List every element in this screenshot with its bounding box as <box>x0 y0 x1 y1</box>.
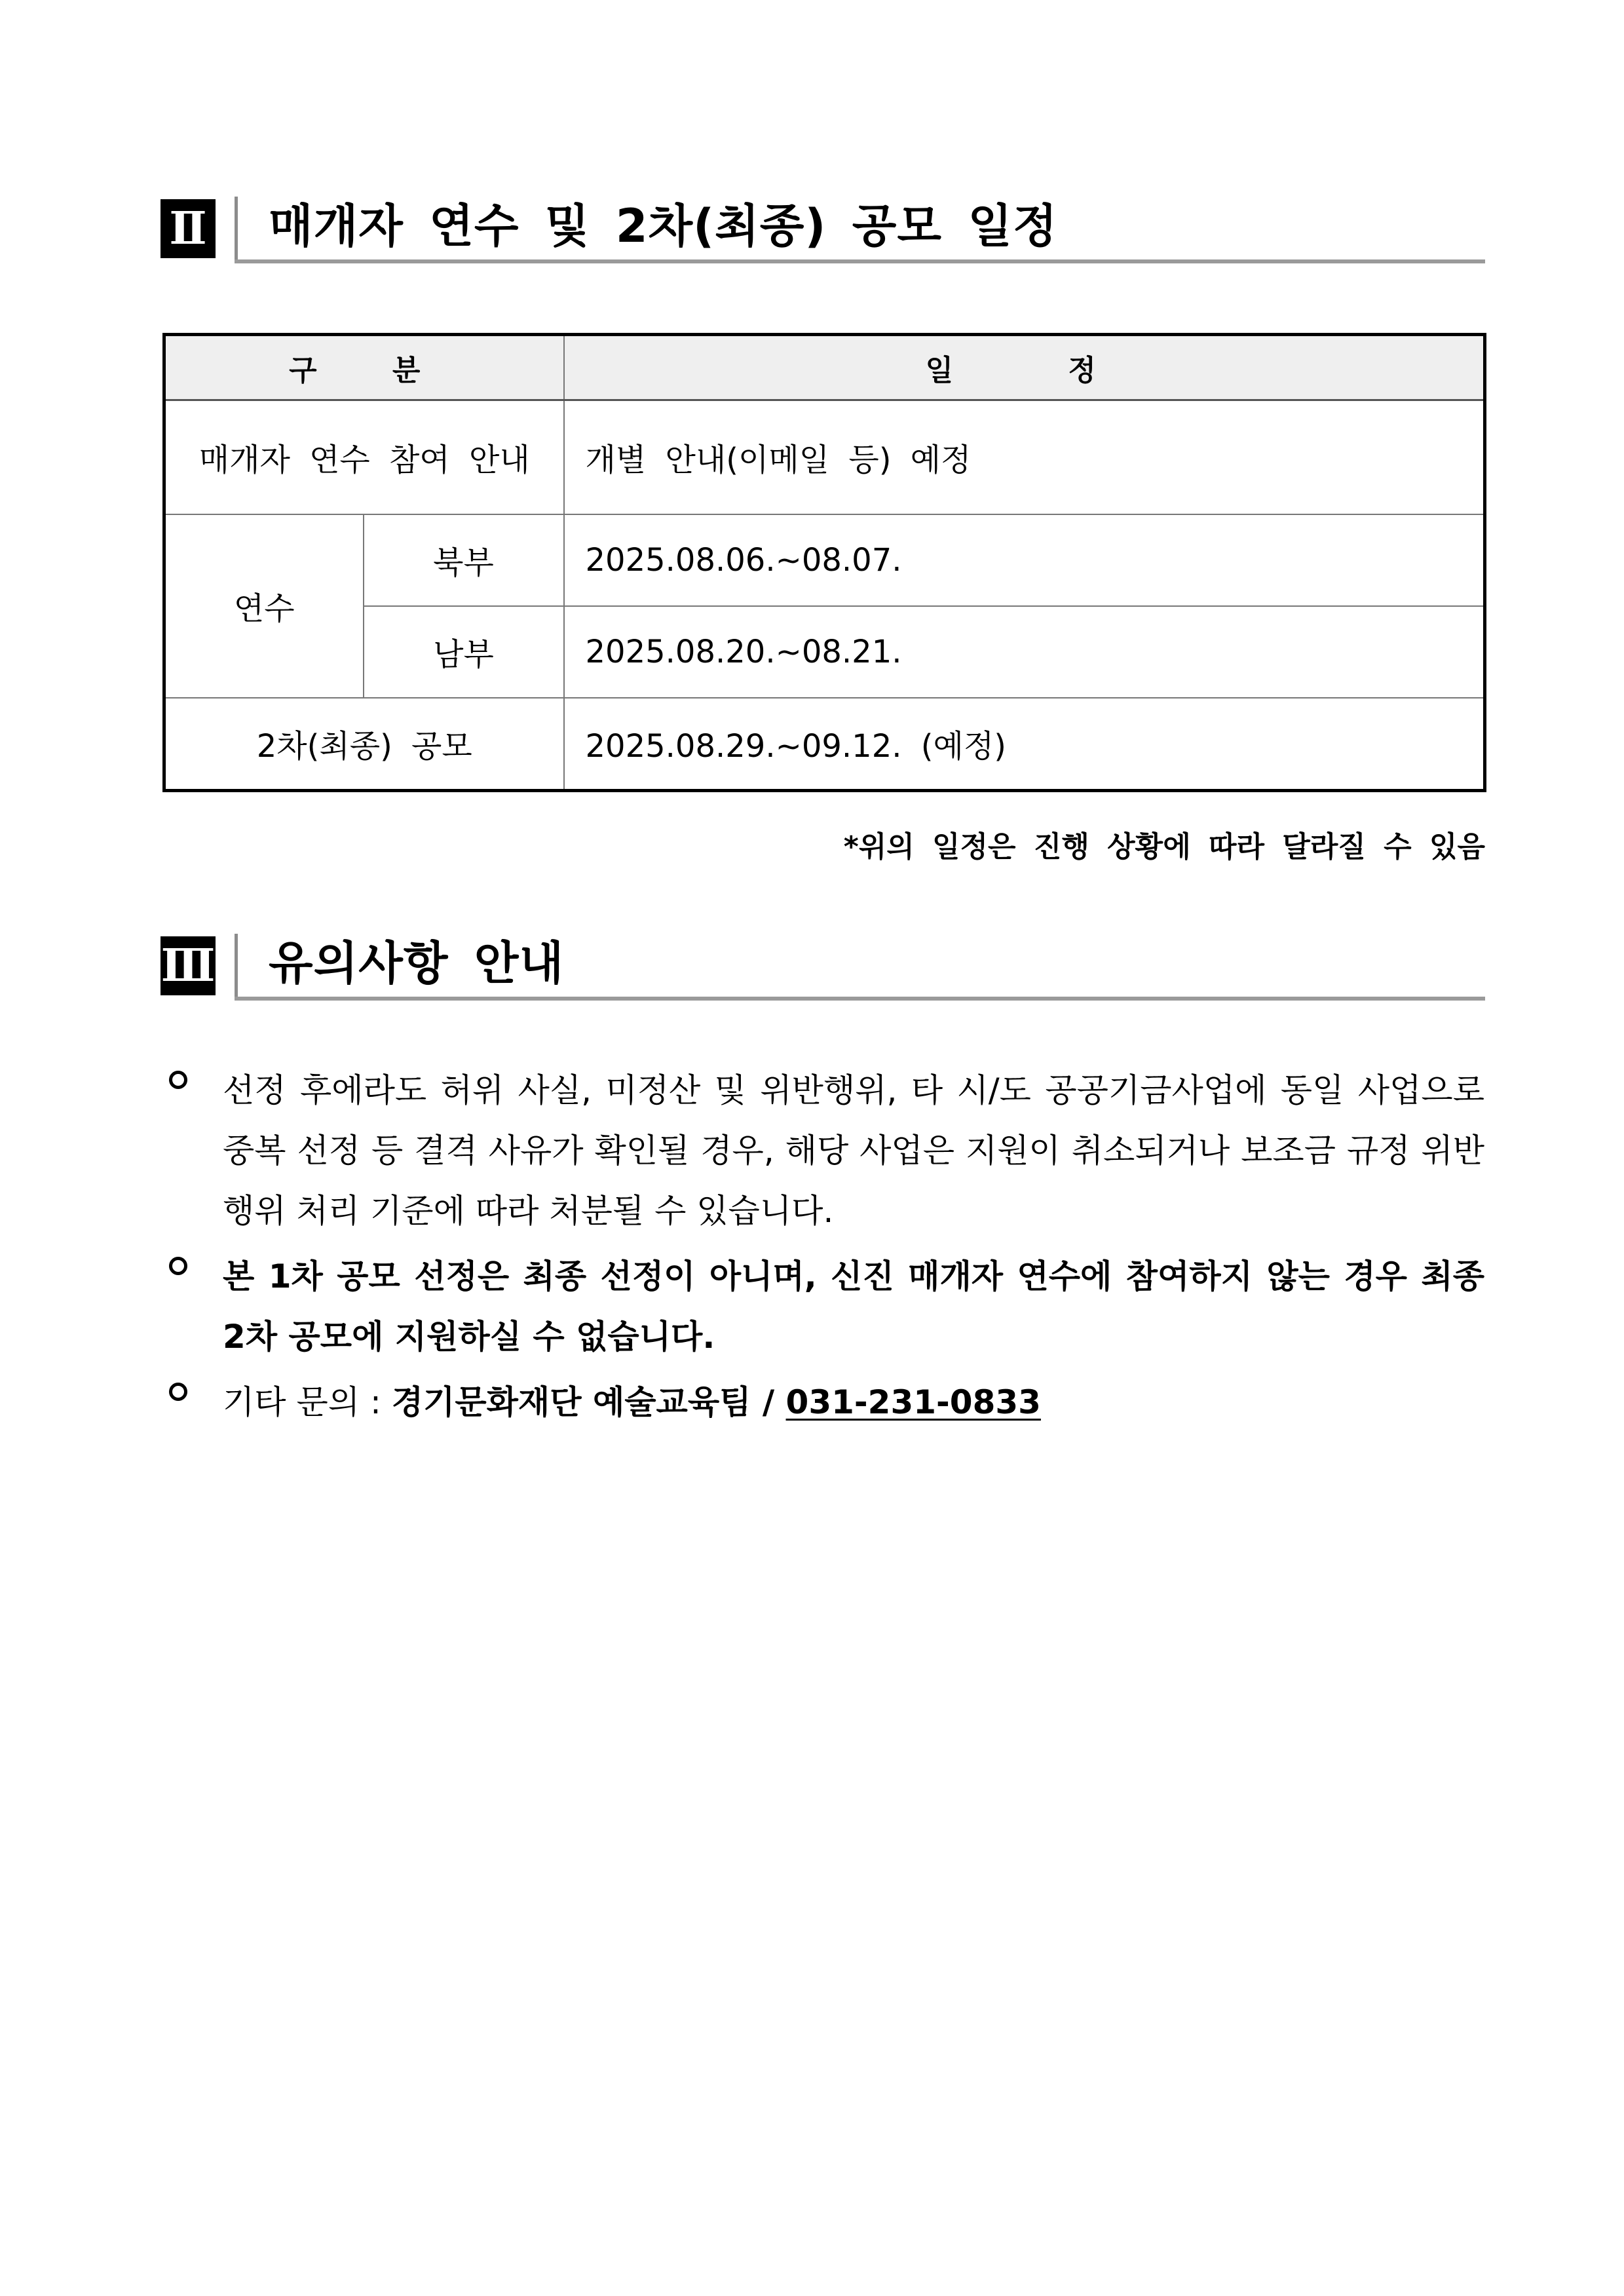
section-numeral-badge: Ⅲ <box>161 936 216 995</box>
circle-bullet-icon <box>169 1071 187 1089</box>
notice-text: 본 1차 공모 선정은 최종 선정이 아니며, 신진 매개자 연수에 참여하지 않는 경우 최종 2차 공모에 지원하실 수 없습니다. <box>223 1257 1484 1356</box>
row-schedule: 2025.08.20.~08.21. <box>564 606 1485 698</box>
row-schedule: 2025.08.29.~09.12. (예정) <box>564 698 1485 791</box>
circle-bullet-icon <box>169 1383 187 1401</box>
contact-line <box>223 1372 1484 1432</box>
section-title: 유의사항 안내 <box>269 936 565 990</box>
section-numeral-badge: Ⅱ <box>161 199 216 258</box>
section-title: 매개자 연수 및 2차(최종) 공모 일정 <box>269 199 1058 253</box>
row-schedule: 2025.08.06.~08.07. <box>564 514 1485 606</box>
notice-item-3 <box>169 1372 1484 1432</box>
section-2-header <box>161 197 1485 263</box>
contact-separator: / <box>751 1383 786 1421</box>
row-schedule: 개별 안내(이메일 등) 예정 <box>564 400 1485 514</box>
table-row <box>164 400 1485 514</box>
row-subcategory: 남부 <box>364 606 564 698</box>
contact-label: 기타 문의 : <box>223 1383 392 1421</box>
notice-text: 선정 후에라도 허위 사실, 미정산 및 위반행위, 타 시/도 공공기금사업에 동일 사업으로 중복 선정 등 결격 사유가 확인될 경우, 해당 사업은 지원이 취소되거나 보조금 규정 위반행위 처리 기준에 따라 처분될 수 있습니다. <box>223 1071 1484 1230</box>
header-schedule: 일 정 <box>564 335 1485 400</box>
schedule-table <box>162 333 1486 792</box>
row-category: 매개자 연수 참여 안내 <box>164 400 564 514</box>
header-category: 구 분 <box>164 335 564 400</box>
contact-organization: 경기문화재단 예술교육팀 <box>391 1383 751 1421</box>
row-category: 연수 <box>164 514 364 698</box>
table-header-row <box>164 335 1485 400</box>
header-divider <box>235 934 238 1001</box>
schedule-note: *위의 일정은 진행 상황에 따라 달라질 수 있음 <box>843 830 1485 864</box>
table-row <box>164 698 1485 791</box>
header-divider <box>235 197 238 263</box>
header-underline <box>235 259 1485 263</box>
row-subcategory: 북부 <box>364 514 564 606</box>
table-row <box>164 514 1485 606</box>
notice-item-2 <box>169 1246 1484 1367</box>
circle-bullet-icon <box>169 1257 187 1275</box>
header-underline <box>235 997 1485 1001</box>
contact-phone: 031-231-0833 <box>785 1383 1041 1421</box>
notice-item-1 <box>169 1060 1484 1241</box>
section-3-header <box>161 934 1485 1001</box>
row-category: 2차(최종) 공모 <box>164 698 564 791</box>
